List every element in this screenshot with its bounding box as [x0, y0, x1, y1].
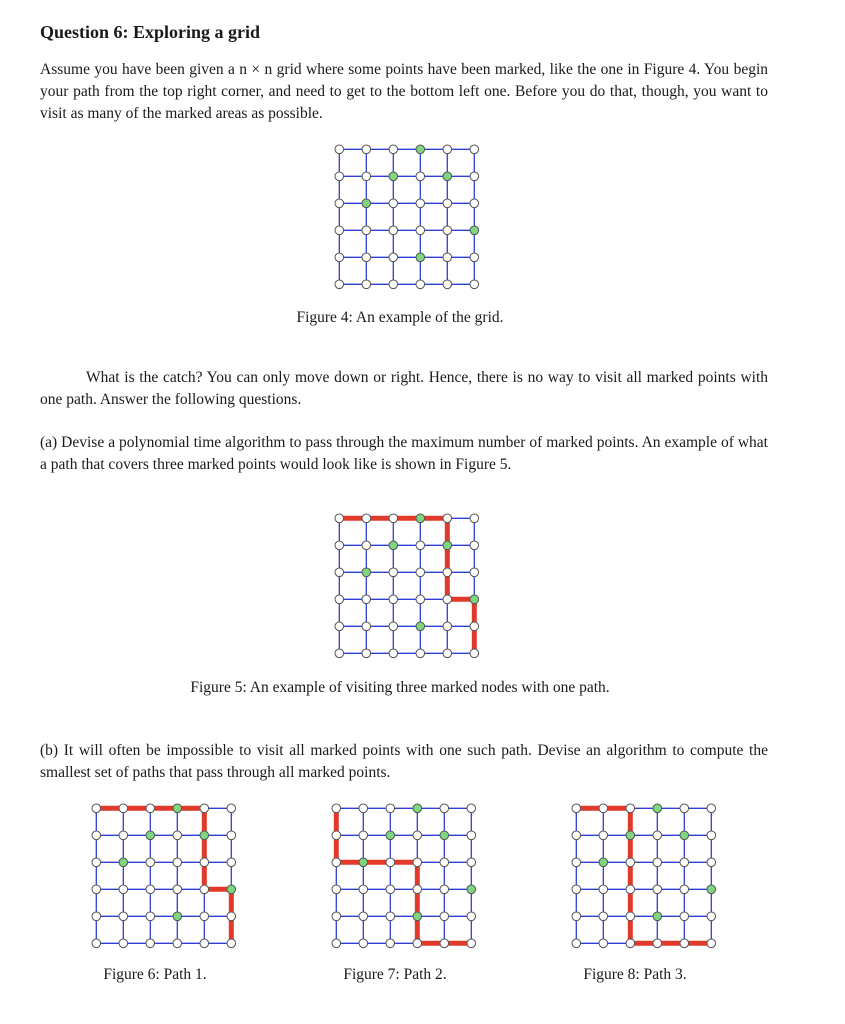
marked-node [626, 831, 635, 840]
grid-node [680, 912, 689, 921]
grid-node [572, 939, 581, 948]
marked-node [599, 858, 608, 867]
grid-node [335, 280, 344, 289]
grid-node [443, 226, 452, 235]
grid-node [599, 885, 608, 894]
grid-node [413, 858, 422, 867]
marked-node [680, 831, 689, 840]
grid-node [626, 912, 635, 921]
grid-node [335, 226, 344, 235]
grid-node [416, 172, 425, 181]
grid-node [467, 831, 476, 840]
grid-node [389, 568, 398, 577]
grid-node [92, 858, 101, 867]
grid-node [119, 885, 128, 894]
grid-node [626, 804, 635, 813]
grid-node [335, 514, 344, 523]
grid-node [653, 831, 662, 840]
grid-node [572, 912, 581, 921]
grid-node [626, 885, 635, 894]
grid-node [599, 831, 608, 840]
grid-node [386, 858, 395, 867]
grid-node [470, 541, 479, 550]
marked-node [362, 199, 371, 208]
marked-node [362, 568, 371, 577]
grid-node [386, 885, 395, 894]
grid-node [227, 858, 236, 867]
grid-node [119, 831, 128, 840]
grid-node [413, 885, 422, 894]
part-a-text: (a) Devise a polynomial time algorithm to pass through the maximum number of marked points. An example of what a path that covers three marked points would look like is shown in Figure 5. [40, 434, 768, 473]
grid-node [359, 885, 368, 894]
grid-node [653, 885, 662, 894]
figure-5-caption: Figure 5: An example of visiting three marked nodes with one path. [190, 679, 610, 696]
grid-node [707, 831, 716, 840]
grid-node [200, 804, 209, 813]
grid-node [389, 145, 398, 154]
marked-node [470, 595, 479, 604]
figure-5-grid [335, 514, 471, 650]
marked-node [413, 912, 422, 921]
grid-node [92, 885, 101, 894]
grid-node [416, 199, 425, 208]
grid-node [359, 939, 368, 948]
marked-node [173, 804, 182, 813]
figure-7-caption: Figure 7: Path 2. [343, 966, 447, 983]
grid-node [416, 280, 425, 289]
grid-node [389, 514, 398, 523]
grid-node [335, 199, 344, 208]
grid-node [332, 939, 341, 948]
marked-node [359, 858, 368, 867]
grid-node [362, 649, 371, 658]
grid-node [92, 939, 101, 948]
grid-node [572, 858, 581, 867]
grid-node [119, 804, 128, 813]
grid-node [626, 939, 635, 948]
grid-node [335, 568, 344, 577]
grid-node [92, 804, 101, 813]
figure-4-grid [335, 145, 471, 281]
marked-node [119, 858, 128, 867]
grid-node [680, 939, 689, 948]
marked-node [467, 885, 476, 894]
grid-node [470, 145, 479, 154]
grid-node [470, 172, 479, 181]
grid-node [173, 858, 182, 867]
grid-node [470, 253, 479, 262]
grid-node [359, 804, 368, 813]
grid-node [335, 541, 344, 550]
marked-node [173, 912, 182, 921]
grid-node [416, 568, 425, 577]
grid-node [362, 622, 371, 631]
grid-node [599, 939, 608, 948]
grid-node [599, 912, 608, 921]
grid-node [146, 885, 155, 894]
grid-node [335, 622, 344, 631]
grid-node [389, 595, 398, 604]
question-title: Question 6: Exploring a grid [40, 22, 261, 42]
grid-node [443, 199, 452, 208]
grid-node [416, 226, 425, 235]
grid-node [332, 885, 341, 894]
grid-node [362, 253, 371, 262]
marked-node [386, 831, 395, 840]
grid-node [362, 595, 371, 604]
grid-node [173, 939, 182, 948]
grid-node [413, 939, 422, 948]
figure-8-grid [572, 804, 708, 940]
grid-node [362, 514, 371, 523]
marked-node [200, 831, 209, 840]
grid-node [362, 280, 371, 289]
grid-node [200, 939, 209, 948]
grid-node [227, 804, 236, 813]
marked-node [470, 226, 479, 235]
figure-6-caption: Figure 6: Path 1. [103, 966, 207, 983]
grid-node [335, 253, 344, 262]
grid-node [332, 804, 341, 813]
grid-node [200, 912, 209, 921]
marked-node [443, 172, 452, 181]
grid-node [200, 885, 209, 894]
grid-node [362, 145, 371, 154]
grid-node [572, 831, 581, 840]
marked-node [707, 885, 716, 894]
grid-node [443, 280, 452, 289]
grid-node [653, 858, 662, 867]
grid-node [707, 912, 716, 921]
grid-node [443, 595, 452, 604]
grid-node [359, 831, 368, 840]
grid-node [680, 804, 689, 813]
figure-4-caption: Figure 4: An example of the grid. [296, 309, 504, 326]
grid-node [227, 831, 236, 840]
grid-node [362, 172, 371, 181]
grid-node [467, 912, 476, 921]
figure-7-grid [332, 804, 468, 940]
grid-node [227, 912, 236, 921]
grid-node [707, 858, 716, 867]
marked-node [146, 831, 155, 840]
grid-node [416, 649, 425, 658]
grid-node [386, 804, 395, 813]
marked-node [653, 804, 662, 813]
grid-node [626, 858, 635, 867]
marked-node [413, 804, 422, 813]
grid-node [416, 541, 425, 550]
grid-node [362, 541, 371, 550]
marked-node [389, 172, 398, 181]
grid-node [572, 885, 581, 894]
grid-node [146, 858, 155, 867]
grid-node [467, 939, 476, 948]
grid-node [413, 831, 422, 840]
grid-node [470, 199, 479, 208]
grid-node [173, 885, 182, 894]
grid-node [173, 831, 182, 840]
grid-node [707, 804, 716, 813]
question-intro: Assume you have been given a n × n grid where some points have been marked, like the one in Figure 4. You begin your path from the top right corner, and need to get to the bottom left one. Before you do that, though, you want to visit as many of the marked areas as possible. [40, 61, 768, 122]
grid-node [335, 172, 344, 181]
grid-node [443, 514, 452, 523]
grid-node [707, 939, 716, 948]
grid-node [332, 912, 341, 921]
grid-node [332, 831, 341, 840]
grid-node [653, 939, 662, 948]
figure-6-grid [92, 804, 228, 940]
grid-node [443, 649, 452, 658]
grid-node [572, 804, 581, 813]
grid-node [119, 912, 128, 921]
grid-node [362, 226, 371, 235]
grid-node [440, 858, 449, 867]
marked-node [416, 145, 425, 154]
grid-node [92, 912, 101, 921]
grid-node [470, 280, 479, 289]
grid-node [680, 858, 689, 867]
grid-node [359, 912, 368, 921]
grid-node [599, 804, 608, 813]
marked-node [389, 541, 398, 550]
grid-node [443, 622, 452, 631]
marked-node [653, 912, 662, 921]
grid-node [200, 858, 209, 867]
grid-node [335, 649, 344, 658]
grid-node [389, 199, 398, 208]
marked-node [443, 541, 452, 550]
marked-node [227, 885, 236, 894]
grid-node [386, 912, 395, 921]
grid-node [119, 939, 128, 948]
figure-8-caption: Figure 8: Path 3. [583, 966, 687, 983]
grid-node [227, 939, 236, 948]
grid-node [389, 226, 398, 235]
grid-node [389, 253, 398, 262]
grid-node [146, 939, 155, 948]
grid-node [443, 568, 452, 577]
grid-node [386, 939, 395, 948]
grid-node [443, 145, 452, 154]
grid-node [470, 568, 479, 577]
grid-node [389, 622, 398, 631]
marked-node [416, 253, 425, 262]
grid-node [92, 831, 101, 840]
grid-node [440, 885, 449, 894]
grid-node [335, 145, 344, 154]
grid-node [146, 804, 155, 813]
grid-node [467, 804, 476, 813]
grid-node [416, 595, 425, 604]
grid-node [389, 649, 398, 658]
grid-node [470, 649, 479, 658]
grid-node [680, 885, 689, 894]
grid-node [440, 804, 449, 813]
catch-paragraph: What is the catch? You can only move down or right. Hence, there is no way to visit all marked points with one path. Answer the following questions. [40, 369, 768, 408]
marked-node [416, 514, 425, 523]
grid-node [146, 912, 155, 921]
grid-node [335, 595, 344, 604]
grid-node [467, 858, 476, 867]
grid-node [470, 622, 479, 631]
part-b-text: (b) It will often be impossible to visit all marked points with one such path. Devise an algorithm to compute the smallest set of paths that pass through all marked points. [40, 742, 768, 781]
marked-node [440, 831, 449, 840]
grid-node [389, 280, 398, 289]
grid-node [470, 514, 479, 523]
grid-node [440, 939, 449, 948]
grid-node [443, 253, 452, 262]
grid-node [440, 912, 449, 921]
marked-node [416, 622, 425, 631]
grid-node [332, 858, 341, 867]
